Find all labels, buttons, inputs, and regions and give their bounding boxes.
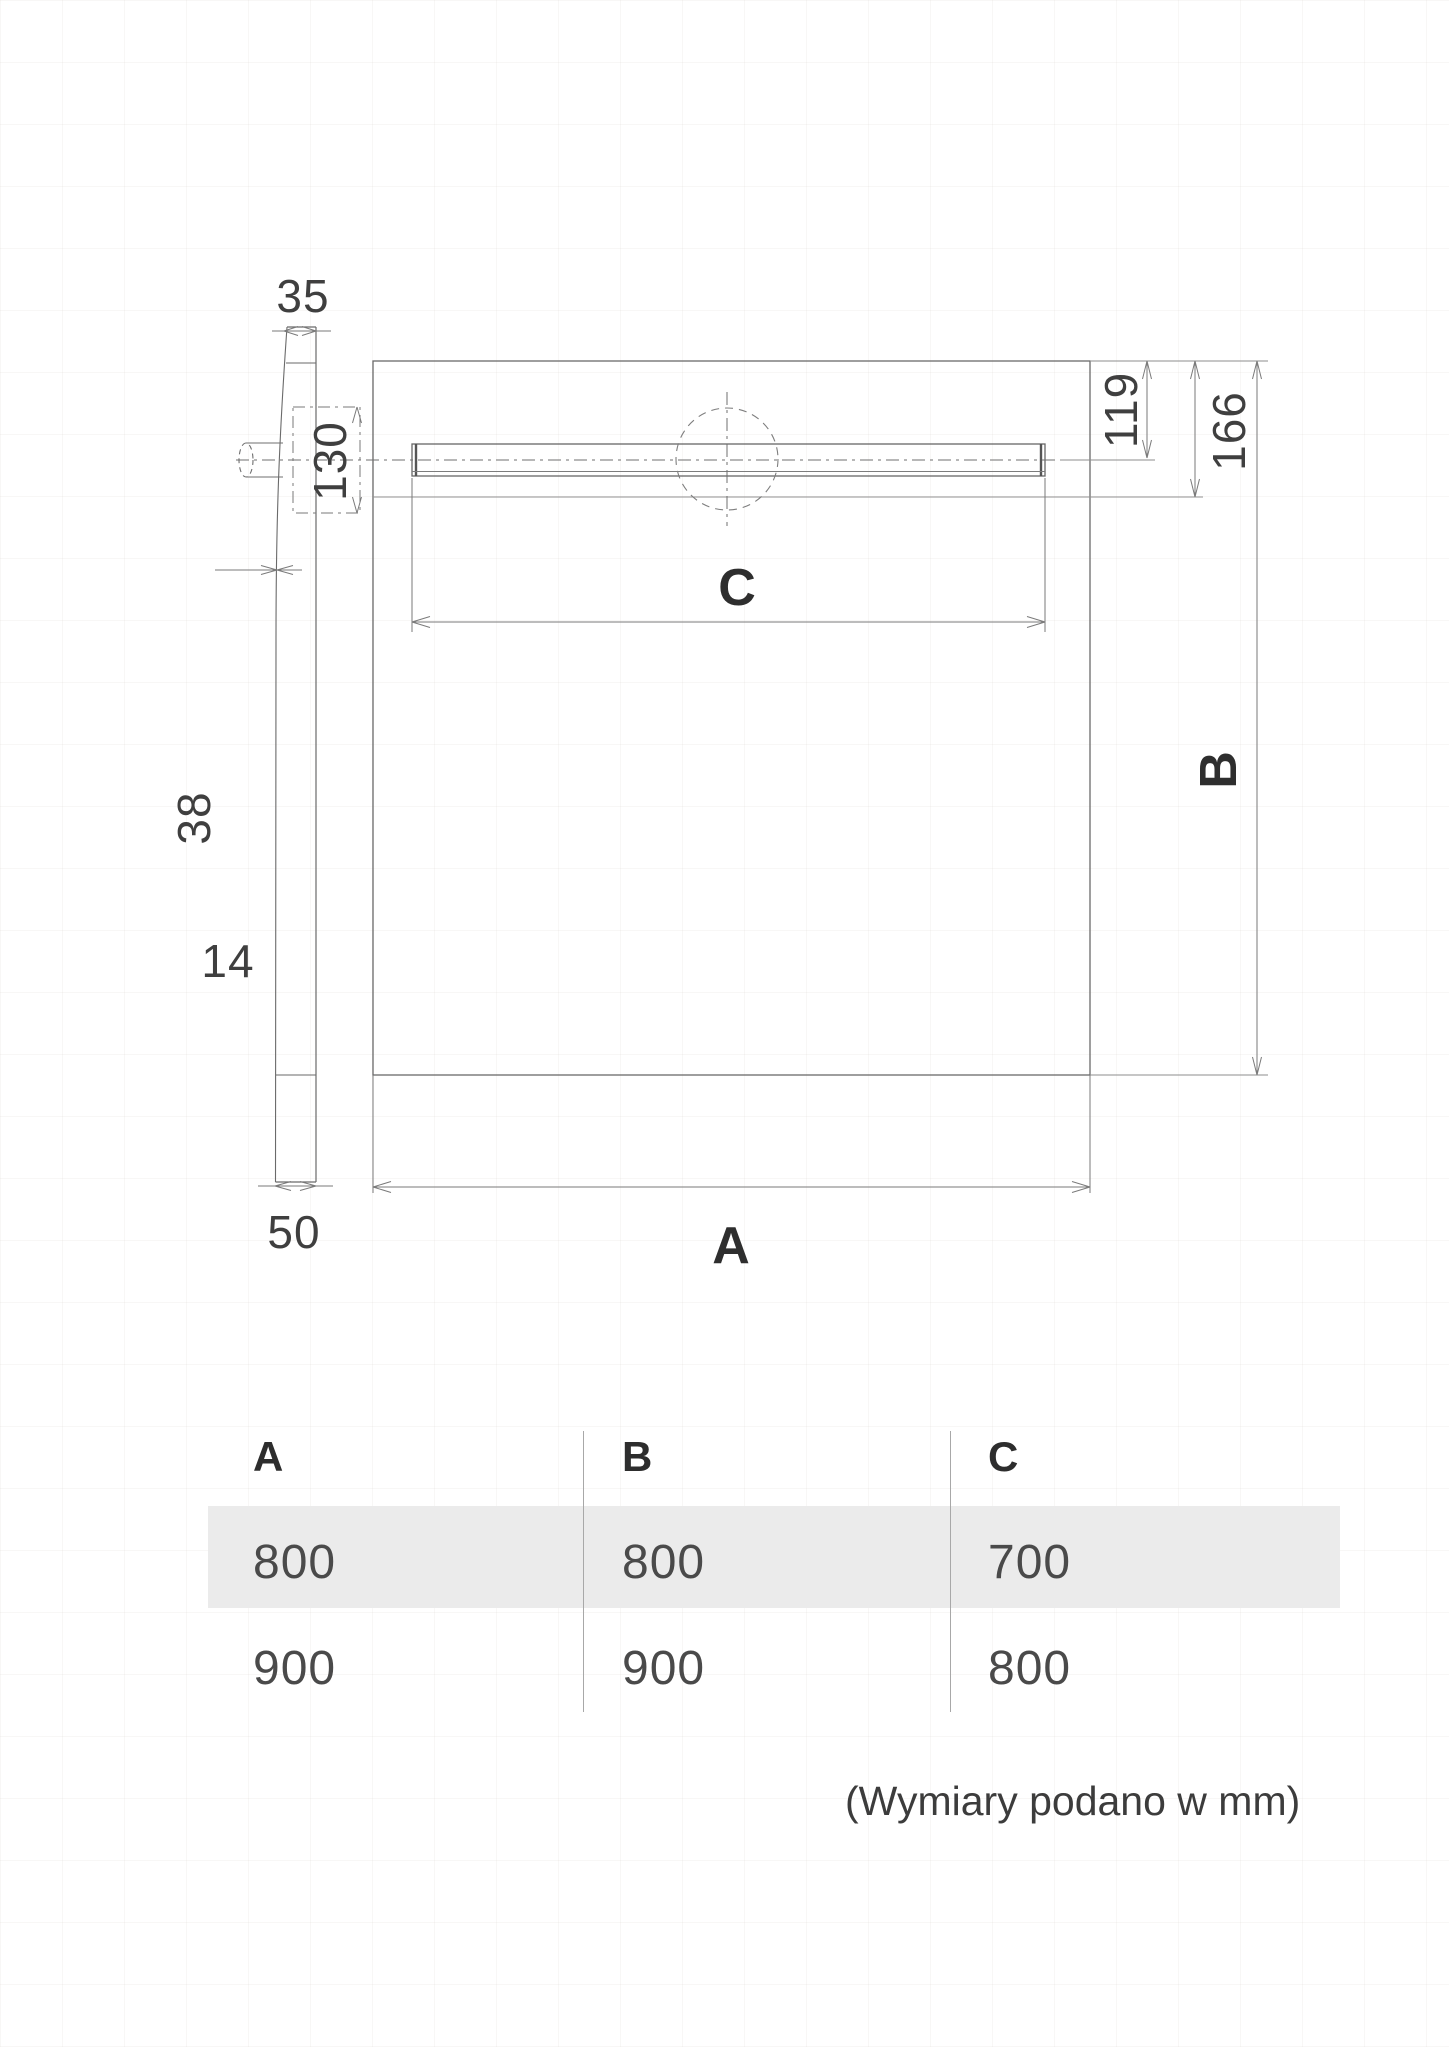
cell-c2: 800 — [988, 1642, 1072, 1695]
plan-view — [236, 361, 1268, 1075]
label-166: 166 — [1203, 391, 1255, 471]
column-separator-2 — [950, 1431, 951, 1712]
table-highlight-band — [208, 1506, 1340, 1608]
dimension-166 — [1191, 361, 1200, 497]
cell-a1: 800 — [253, 1536, 337, 1589]
sloped-floor-edge — [276, 327, 288, 1182]
tray-outline — [373, 361, 1090, 1075]
dimension-50 — [258, 1182, 333, 1191]
label-35: 35 — [276, 270, 330, 322]
label-c: C — [718, 559, 756, 617]
cell-c1: 700 — [988, 1536, 1072, 1589]
dimension-a — [373, 1075, 1090, 1193]
label-38: 38 — [168, 791, 220, 845]
slope-level-tick — [215, 566, 302, 575]
label-a: A — [712, 1217, 750, 1275]
label-b: B — [1190, 751, 1248, 789]
label-50: 50 — [267, 1206, 321, 1258]
table-header-b: B — [622, 1433, 653, 1480]
cell-a2: 900 — [253, 1642, 337, 1695]
units-caption: (Wymiary podano w mm) — [845, 1778, 1301, 1824]
column-separator-1 — [583, 1431, 584, 1712]
label-119: 119 — [1095, 371, 1147, 449]
drain-siphon-circle — [676, 392, 778, 526]
label-130: 130 — [304, 421, 356, 501]
table-header-a: A — [253, 1433, 284, 1480]
cell-b1: 800 — [622, 1536, 706, 1589]
table-header-c: C — [988, 1433, 1019, 1480]
cell-b2: 900 — [622, 1642, 706, 1695]
label-14: 14 — [201, 935, 255, 987]
dimension-35 — [272, 327, 331, 336]
